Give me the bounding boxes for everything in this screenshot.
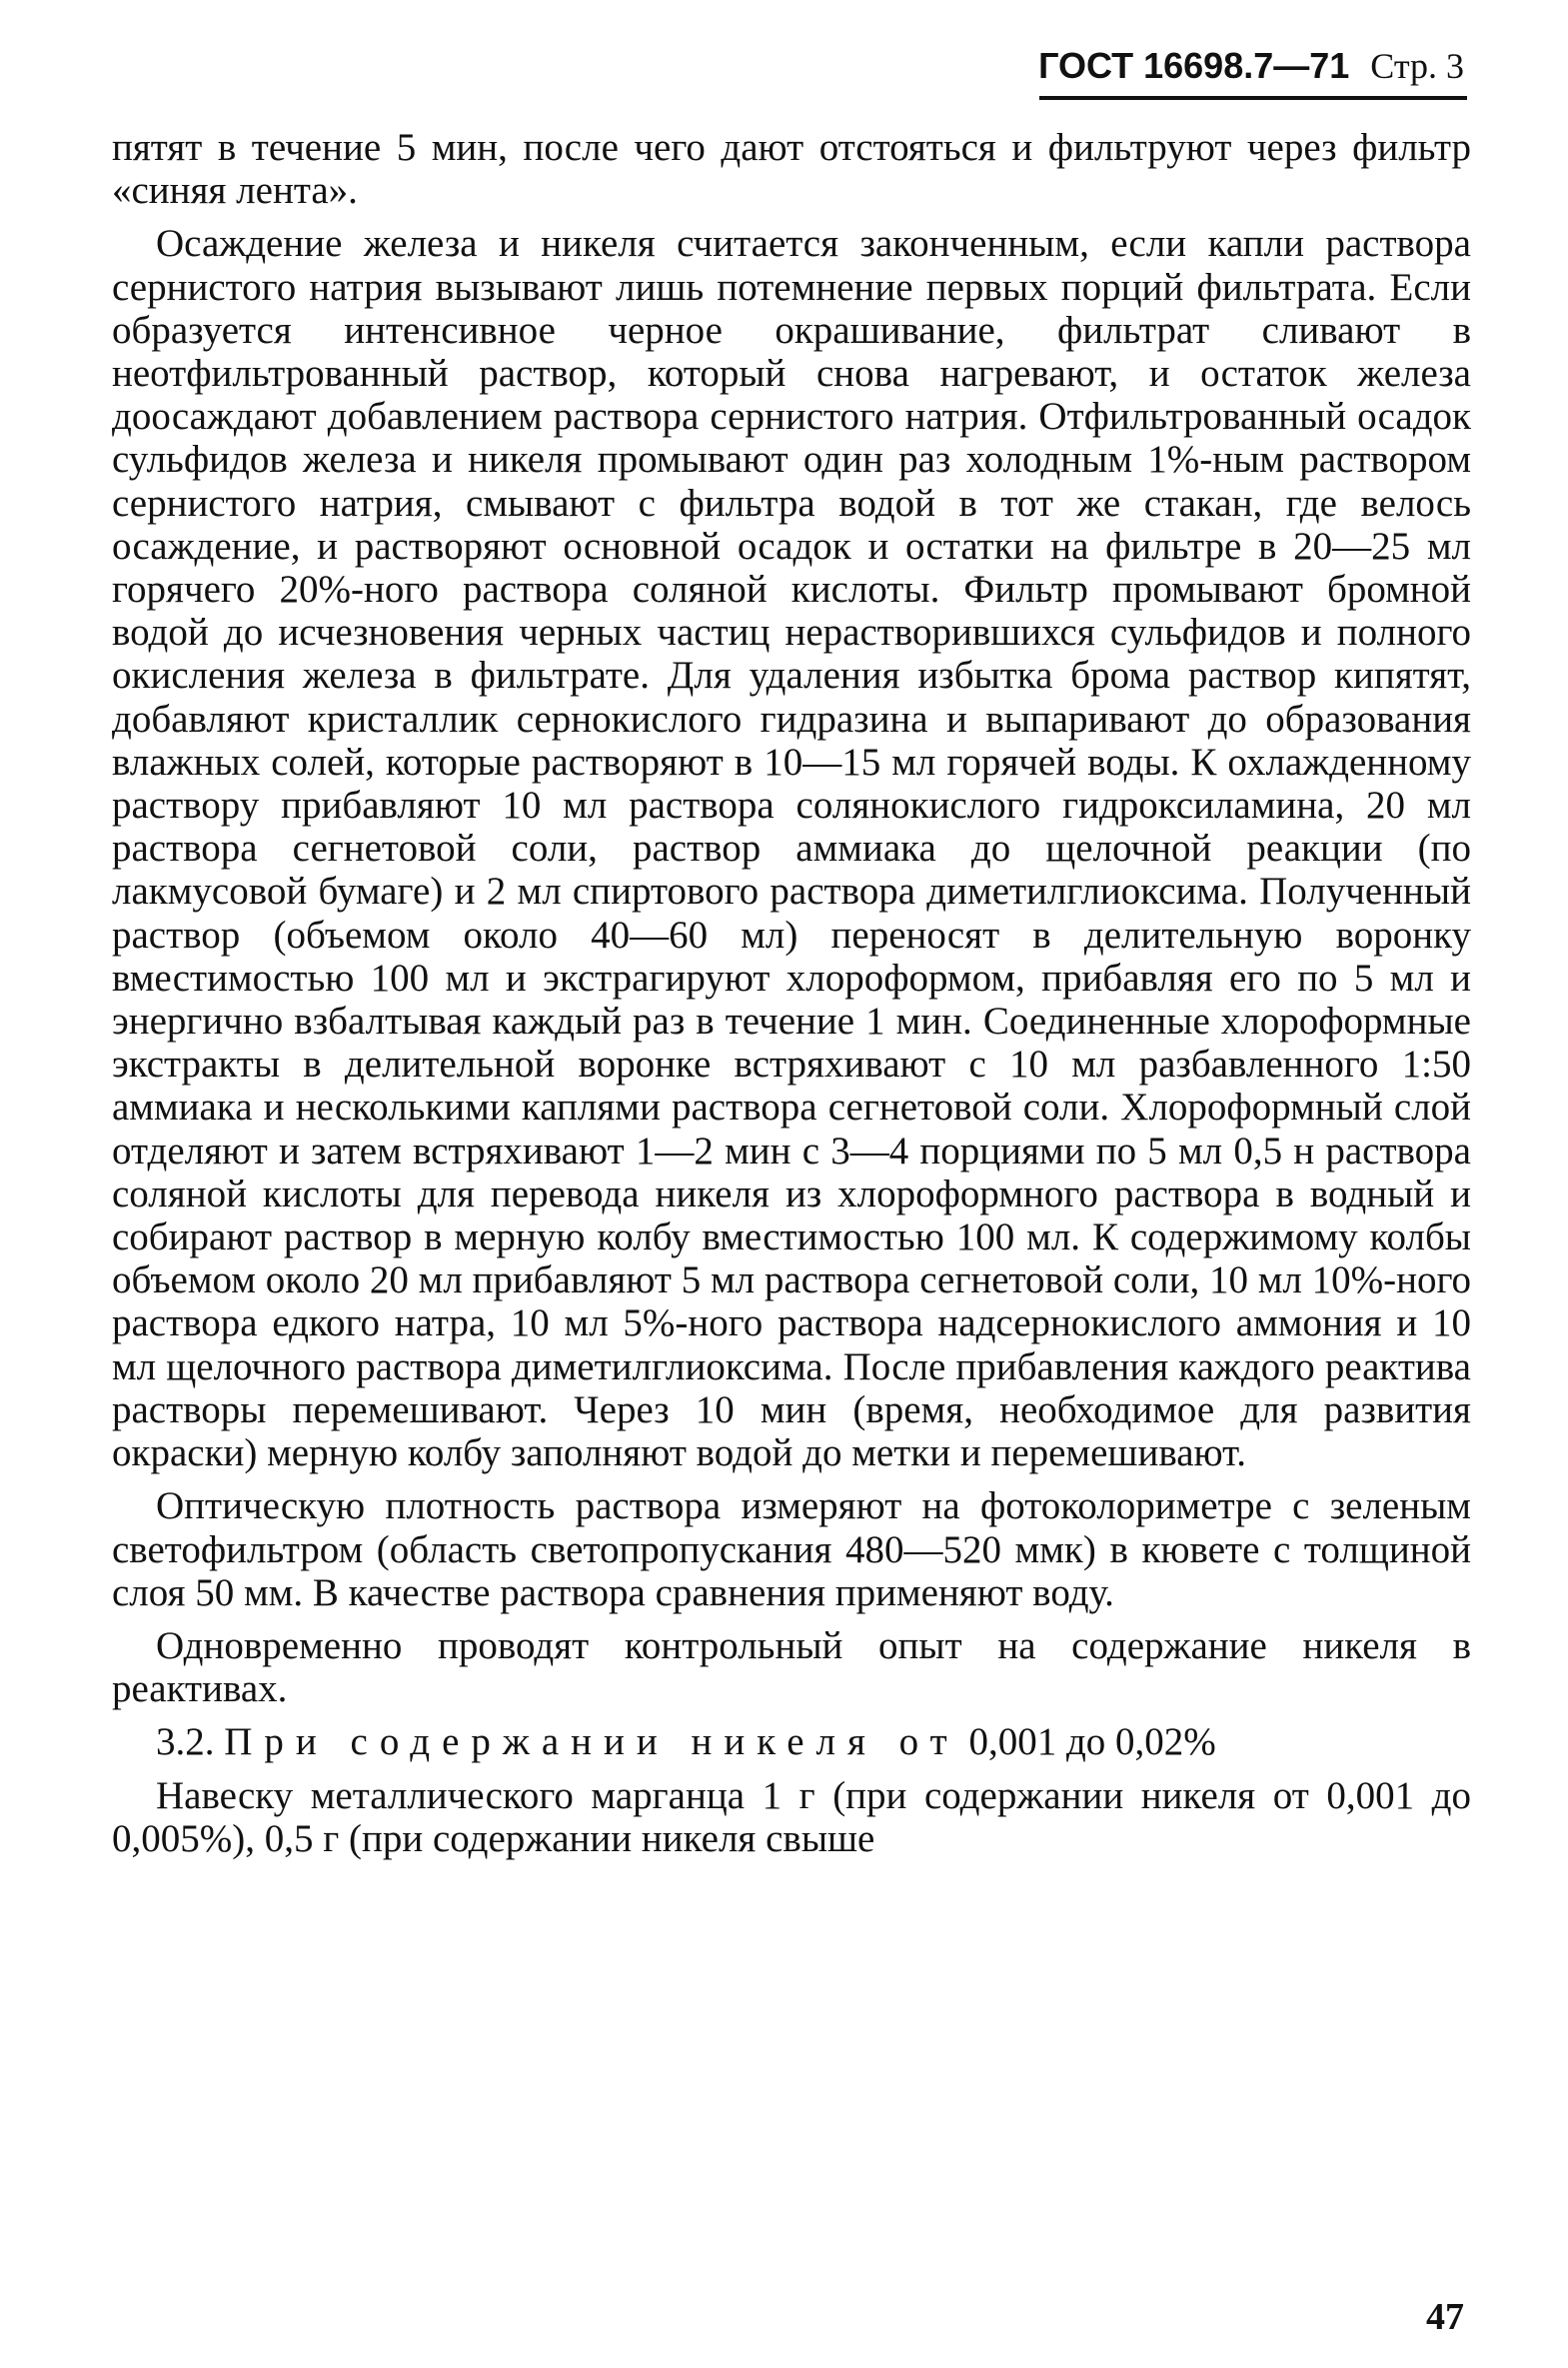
page-header [1038, 42, 1464, 90]
header-rule [1039, 96, 1467, 100]
paragraph-continuation: пятят в течение 5 мин, после чего дают отстояться и фильтруют через фильтр «синяя лента». [112, 126, 1471, 213]
section-title: При содержании никеля от [224, 1720, 959, 1764]
paragraph-optical-density: Оптическую плотность раствора измеряют на фотоколориметре с зеленым светофильтром (область светопропускания 480—520 ммк) в кювете с толщиной слоя 50 мм. В качестве раствора сравнения применяют воду. [112, 1484, 1471, 1614]
paragraph-sample: Навеску металлического марганца 1 г (при содержании никеля от 0,001 до 0,005%), 0,5 г (при содержании никеля свыше [112, 1773, 1471, 1860]
document-body [112, 126, 1471, 1870]
page-number: 47 [1426, 2296, 1464, 2338]
paragraph-precipitation: Осаждение железа и никеля считается законченным, если капли раствора сернистого натрия вызывают лишь потемнение первых порций фильтрата. Если образуется интенсивное черное окрашивание, фильтрат сливают в неотфильтрованный раствор, который снова нагревают, и остаток железа доосаждают добавлением раствора сернистого натрия. Отфильтрованный осадок сульфидов железа и никеля промывают один раз холодным 1%-ным раствором сернистого натрия, смывают с фильтра водой в тот же стакан, где велось осаждение, и растворяют основной осадок и остатки на фильтре в 20—25 мл горячего 20%-ного раствора соляной кислоты. Фильтр промывают бромной водой до исчезновения черных частиц нерастворившихся сульфидов и полного окисления железа в фильтрате. Для удаления избытка брома раствор кипятят, добавляют кристаллик сернокислого гидразина и выпаривают до образования влажных солей, которые растворяют в 10—15 мл горячей воды. К охлажденному раствору прибавляют 10 мл раствора солянокислого гидроксиламина, 20 мл раствора сегнетовой соли, раствор аммиака до щелочной реакции (по лакмусовой бумаге) и 2 мл спиртового раствора диметилглиоксима. Полученный раствор (объемом около 40—60 мл) переносят в делительную воронку вместимостью 100 мл и экстрагируют хлороформом, прибавляя его по 5 мл и энергично взбалтывая каждый раз в течение 1 мин. Соединенные хлороформные экстракты в делительной воронке встряхивают с 10 мл разбавленного 1:50 аммиака и несколькими каплями раствора сегнетовой соли. Хлороформный слой отделяют и затем встряхивают 1—2 мин с 3—4 порциями по 5 мл 0,5 н раствора соляной кислоты для перевода никеля из хлороформного раствора в водный и собирают раствор в мерную колбу вместимостью 100 мл. К содержимому колбы объемом около 20 мл прибавляют 5 мл раствора сегнетовой соли, 10 мл 10%-ного раствора едкого натра, 10 мл 5%-ного раствора надсернокислого аммония и 10 мл щелочного раствора диметилглиоксима. После прибавления каждого реактива растворы перемешивают. Через 10 мин (время, необходимое для развития окраски) мерную колбу заполняют водой до метки и перемешивают. [112, 222, 1471, 1475]
section-range: 0,001 до 0,02% [968, 1720, 1216, 1764]
section-heading [112, 1720, 1471, 1763]
paragraph-control-test: Одновременно проводят контрольный опыт на содержание никеля в реактивах. [112, 1623, 1471, 1711]
page-label: Стр. 3 [1370, 46, 1464, 86]
section-number: 3.2. [156, 1720, 215, 1764]
standard-number: ГОСТ 16698.7—71 [1038, 45, 1350, 86]
